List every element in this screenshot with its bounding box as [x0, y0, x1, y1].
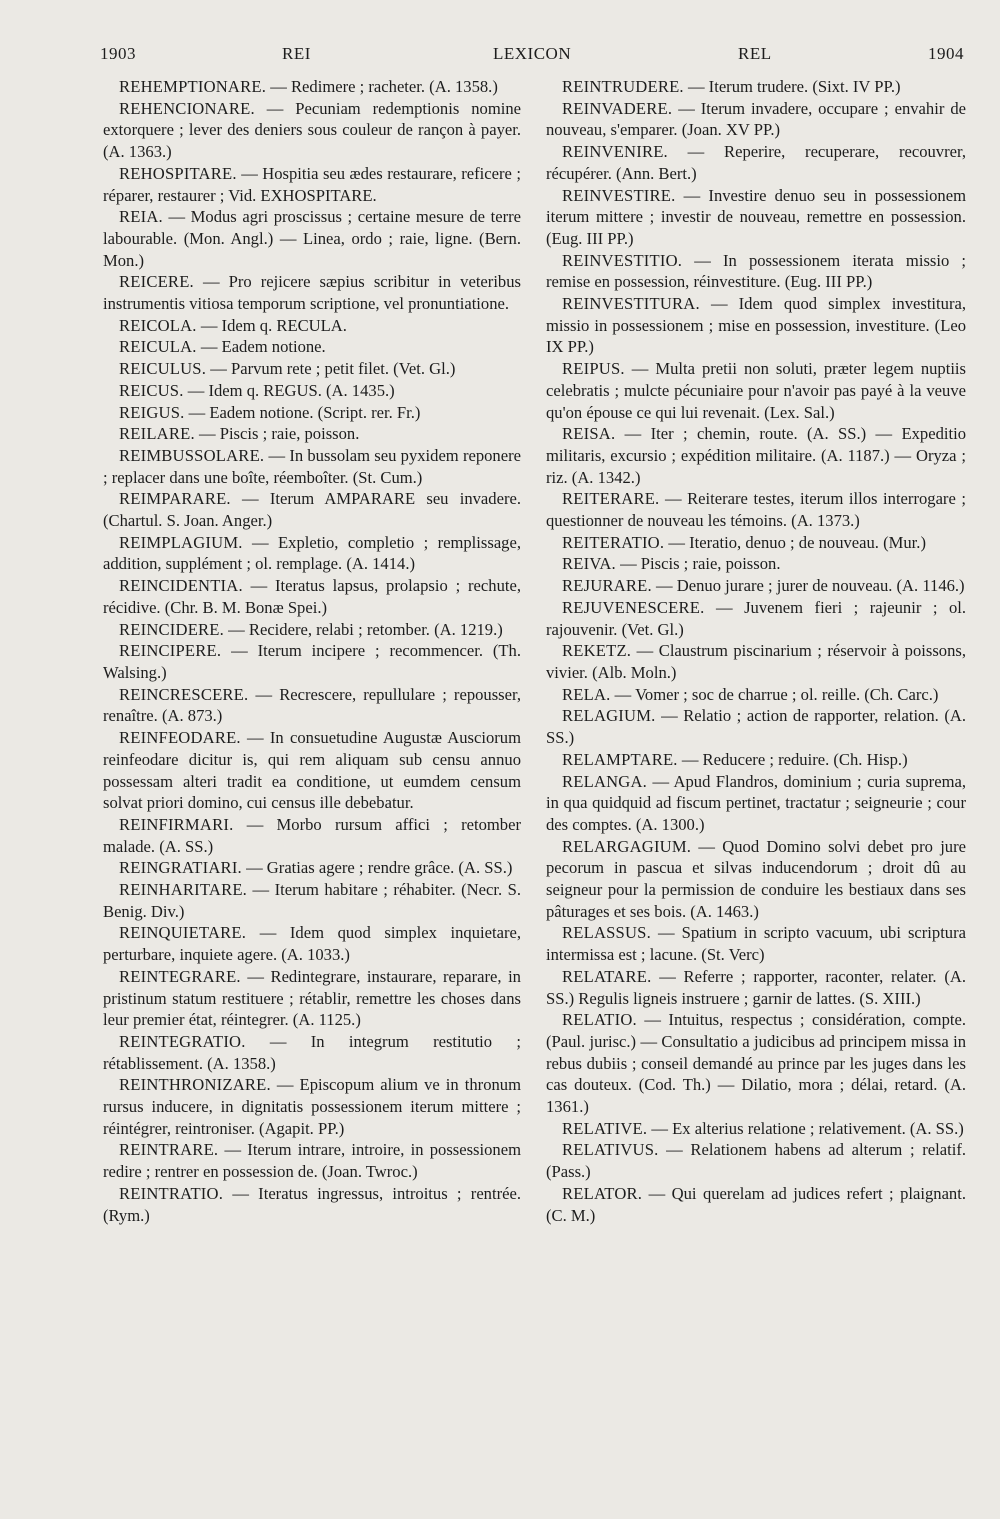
entry-definition: — Recrescere, repullulare ; repousser, renaître. (A. 873.) [103, 684, 522, 726]
entry-headword: REITERATIO. [562, 532, 665, 552]
entry-definition: — Redintegrare, instaurare, reparare, in pristinum statum restituere ; rétablir, remettre les choses dans leur premier état, réintegrer. (A. 1125.) [103, 966, 521, 1030]
dictionary-entry [546, 922, 966, 965]
entry-definition: — Eadem notione. (Script. rer. Fr.) [188, 402, 421, 422]
dictionary-entry [103, 727, 521, 814]
entry-headword: REINFEODARE. [119, 728, 241, 748]
dictionary-entry [103, 1139, 521, 1182]
entry-headword: RELATIVE. [562, 1118, 648, 1138]
entry-headword: RELATIVUS. [562, 1140, 659, 1160]
entry-definition: — Gratias agere ; rendre grâce. (A. SS.) [246, 858, 513, 878]
dictionary-entry [103, 445, 521, 488]
entry-headword: REINVENIRE. [562, 142, 668, 162]
entry-headword: RELAMPTARE. [562, 749, 678, 769]
entry-headword: REHENCIONARE. [119, 98, 255, 118]
entry-headword: RELA. [562, 684, 611, 704]
dictionary-entry [103, 1183, 521, 1226]
entry-headword: RELARGAGIUM. [562, 836, 692, 856]
dictionary-entry [546, 1139, 966, 1182]
entry-definition: — Juvenem fieri ; rajeunir ; ol. rajouvenir. (Vet. Gl.) [546, 597, 966, 639]
entry-headword: REINVADERE. [562, 98, 673, 118]
entry-headword: REJURARE. [562, 576, 652, 596]
dictionary-entry [103, 575, 521, 618]
entry-headword: REHOSPITARE. [119, 163, 237, 183]
dictionary-entry [546, 1183, 966, 1226]
entry-headword: REINFIRMARI. [119, 814, 234, 834]
lexicon-title: LEXICON [493, 44, 572, 63]
entry-headword: REIA. [119, 207, 163, 227]
entry-headword: REICULUS. [119, 359, 207, 379]
entry-headword: REIMPLAGIUM. [119, 532, 243, 552]
entry-definition: — Morbo rursum affici ; retomber malade. (A. SS.) [103, 814, 521, 856]
entry-definition: — Modus agri proscissus ; certaine mesure de terre labourable. (Mon. Angl.) — Linea, ordo ; raie, ligne. (Bern. Mon.) [103, 207, 521, 270]
dictionary-entry [546, 575, 966, 597]
entry-definition: — Iteratus lapsus, prolapsio ; rechute, récidive. (Chr. B. M. Bonæ Spei.) [103, 576, 521, 617]
dictionary-entry [546, 771, 966, 836]
entry-headword: REHEMPTIONARE. [119, 77, 267, 96]
dictionary-entry [546, 597, 966, 640]
entry-definition: — Idem q. RECULA. [200, 315, 347, 335]
dictionary-entry [103, 684, 521, 727]
dictionary-entry [546, 76, 966, 98]
entry-definition: — Idem quod simplex investitura, missio in possessionem ; mise en possession, investiture. (Leo IX PP.) [546, 294, 966, 357]
entry-headword: RELATIO. [562, 1010, 637, 1030]
entry-headword: REINQUIETARE. [119, 923, 247, 943]
dictionary-entry [103, 488, 521, 531]
entry-definition: — Eadem notione. [200, 337, 326, 357]
entry-definition: — Iterum intrare, introire, in possessionem redire ; rentrer en possession de. (Joan. Twroc.) [103, 1140, 521, 1182]
entry-definition: — Reducere ; reduire. (Ch. Hisp.) [681, 749, 908, 769]
dictionary-entry [103, 640, 521, 683]
dictionary-entry [546, 1118, 966, 1140]
dictionary-entry [546, 532, 966, 554]
dictionary-entry [546, 1009, 966, 1118]
dictionary-entry [546, 98, 966, 141]
dictionary-entry [546, 553, 966, 575]
entry-definition: — Reperire, recuperare, recouvrer, récupérer. (Ann. Bert.) [546, 142, 966, 183]
entry-headword: REIPUS. [562, 359, 625, 379]
entry-definition: — Episcopum alium ve in thronum rursus inducere, in dignitatis possessionem iterum mittere ; réintégrer, reintroniser. (Agapit. PP.) [103, 1075, 521, 1138]
entry-headword: REISA. [562, 424, 616, 444]
dictionary-entry [103, 76, 521, 98]
entry-definition: — Idem quod simplex inquietare, perturbare, inquiete agere. (A. 1033.) [103, 923, 521, 965]
entry-definition: — Iterum incipere ; recommencer. (Th. Walsing.) [103, 641, 521, 682]
entry-headword: RELANGA. [562, 771, 648, 791]
dictionary-entry [103, 358, 521, 380]
dictionary-entry [103, 315, 521, 337]
entry-headword: REINTRARE. [119, 1140, 219, 1160]
entry-definition: — Vomer ; soc de charrue ; ol. reille. (Ch. Carc.) [614, 684, 939, 704]
right-guide-word: REL [738, 44, 772, 63]
dictionary-entry [103, 532, 521, 575]
entry-definition: — Iterum invadere, occupare ; envahir de nouveau, s'emparer. (Joan. XV PP.) [546, 98, 966, 140]
entry-headword: REINCIDENTIA. [119, 576, 243, 596]
entry-definition: — In consuetudine Augustæ Ausciorum reinfeodare dicitur is, qui rem aliquam sub censu annuo possessam alteri tradit ea conditione, ut eumdem censum solvat priori domino, cui census ille debebatur. [103, 728, 521, 813]
dictionary-entry [103, 271, 521, 314]
entry-definition: — In bussolam seu pyxidem reponere ; replacer dans une boîte, réemboîter. (St. Cum.) [103, 445, 521, 487]
entry-definition: — In possessionem iterata missio ; remise en possession, réinvestiture. (Eug. III PP.) [546, 250, 967, 292]
dictionary-entry [546, 966, 966, 1009]
entry-definition: — Reiterare testes, iterum illos interrogare ; questionner de nouveau les témoins. (A. 1373.) [546, 489, 966, 531]
dictionary-entry [103, 857, 521, 879]
entry-headword: REINCRESCERE. [119, 684, 249, 704]
entry-headword: REINCIDERE. [119, 619, 224, 639]
running-header [100, 44, 964, 70]
dictionary-entry [546, 423, 966, 488]
entry-definition: — Iteratus ingressus, introitus ; rentrée. (Rym.) [103, 1183, 521, 1225]
entry-definition: — Idem q. REGUS. (A. 1435.) [187, 380, 395, 400]
entry-headword: REINVESTITURA. [562, 294, 700, 314]
dictionary-entry [103, 966, 521, 1031]
dictionary-entry [103, 98, 521, 163]
entry-headword: REINTEGRATIO. [119, 1031, 246, 1051]
dictionary-entry [103, 922, 521, 965]
dictionary-entry [103, 380, 521, 402]
entry-definition: — Multa pretii non soluti, præter legem nuptiis celebratis ; mulcte pécuniaire pour n'avoir pas payé à la veuve qu'on épouse ce qui lui revenait. (Lex. Sal.) [546, 359, 966, 422]
dictionary-entry [103, 1031, 521, 1074]
dictionary-entry [546, 488, 966, 531]
dictionary-entry [103, 1074, 521, 1139]
left-column [103, 76, 521, 1226]
entry-definition: — Claustrum piscinarium ; réservoir à poissons, vivier. (Alb. Moln.) [546, 641, 966, 682]
entry-headword: REINVESTITIO. [562, 250, 683, 270]
dictionary-entry [103, 423, 521, 445]
entry-definition: — Parvum rete ; petit filet. (Vet. Gl.) [210, 359, 456, 379]
entry-definition: — Relatio ; action de rapporter, relation. (A. SS.) [546, 706, 966, 748]
entry-headword: REICERE. [119, 272, 194, 292]
entry-definition: — Iter ; chemin, route. (A. SS.) — Expeditio militaris, excursio ; expédition militaire. (A. 1187.) — Oryza ; riz. (A. 1342.) [546, 424, 966, 487]
entry-definition: — In integrum restitutio ; rétablissement. (A. 1358.) [103, 1031, 521, 1073]
entry-definition: — Iteratio, denuo ; de nouveau. (Mur.) [668, 532, 926, 552]
dictionary-entry [103, 402, 521, 424]
entry-definition: — Denuo jurare ; jurer de nouveau. (A. 1146.) [656, 576, 965, 596]
entry-headword: REIMPARARE. [119, 489, 231, 509]
entry-definition: — Pro rejicere sæpius scribitur in veteribus instrumentis vitiosa temporum scriptione, vel pronuntiatione. [103, 272, 521, 314]
entry-definition: — Redimere ; racheter. (A. 1358.) [270, 77, 498, 96]
entry-definition: — Relationem habens ad alterum ; relatif. (Pass.) [546, 1140, 966, 1182]
entry-headword: REIGUS. [119, 402, 185, 422]
entry-headword: REINHARITARE. [119, 880, 248, 900]
entry-definition: — Investire denuo seu in possessionem iterum mittere ; investir de nouveau, remettre en possession. (Eug. III PP.) [546, 185, 966, 248]
entry-headword: RELATARE. [562, 966, 652, 986]
dictionary-entry [546, 640, 966, 683]
dictionary-entry [103, 206, 521, 271]
entry-headword: REKETZ. [562, 641, 632, 661]
right-column [546, 76, 966, 1226]
entry-headword: REINVESTIRE. [562, 185, 676, 205]
entry-definition: — Intuitus, respectus ; considération, compte. (Paul. jurisc.) — Consultatio a judicibus ad principem missa in rebus dubiis ; conseil demandé au prince par les juges dans les cas douteux. (Cod. Th.) — Dilatio, mora ; délai, retard. (A. 1361.) [546, 1010, 966, 1117]
entry-headword: REIVA. [562, 554, 616, 574]
entry-definition: — Recidere, relabi ; retomber. (A. 1219.) [228, 619, 503, 639]
entry-headword: REITERARE. [562, 489, 660, 509]
entry-definition: — Ex alterius relatione ; relativement. (A. SS.) [651, 1118, 964, 1138]
entry-headword: REILARE. [119, 424, 195, 444]
entry-definition: — Piscis ; raie, poisson. [620, 554, 781, 574]
dictionary-entry [546, 684, 966, 706]
entry-definition: — Pecuniam redemptionis nomine extorquere ; lever des deniers sous couleur de rançon à payer. (A. 1363.) [103, 98, 521, 162]
left-page-number: 1903 [100, 44, 136, 63]
dictionary-entry [546, 705, 966, 748]
entry-headword: REICULA. [119, 337, 197, 357]
entry-definition: — Iterum trudere. (Sixt. IV PP.) [687, 77, 901, 96]
dictionary-entry [103, 336, 521, 358]
entry-definition: — Iterum AMPARARE seu invadere. (Chartul. S. Joan. Anger.) [103, 489, 521, 531]
entry-headword: REICUS. [119, 380, 184, 400]
entry-headword: REJUVENESCERE. [562, 597, 705, 617]
entry-headword: REINTEGRARE. [119, 966, 241, 986]
entry-definition: — Expletio, completio ; remplissage, addition, supplément ; ol. remplage. (A. 1414.) [103, 532, 521, 574]
left-guide-word: REI [282, 44, 311, 63]
entry-headword: REINTRUDERE. [562, 77, 684, 96]
entry-headword: REINGRATIARI. [119, 858, 242, 878]
dictionary-entry [546, 141, 966, 184]
entry-definition: — Piscis ; raie, poisson. [198, 424, 360, 444]
entry-definition: — Apud Flandros, dominium ; curia suprema, in qua quidquid ad fiscum pertinet, tractatur ; seigneurie ; cour des comptes. (A. 1300.) [546, 771, 966, 834]
dictionary-entry [546, 293, 966, 358]
dictionary-entry [103, 163, 521, 206]
entry-headword: REINCIPERE. [119, 641, 222, 661]
dictionary-entry [546, 836, 966, 923]
dictionary-entry [103, 814, 521, 857]
dictionary-entry [103, 619, 521, 641]
dictionary-entry [546, 185, 966, 250]
dictionary-entry [546, 749, 966, 771]
entry-headword: RELASSUS. [562, 923, 651, 943]
entry-definition: — Hospitia seu ædes restaurare, reficere ; réparer, restaurer ; Vid. EXHOSPITARE. [103, 163, 521, 205]
entry-definition: — Referre ; rapporter, raconter, relater. (A. SS.) Regulis ligneis instruere ; garnir de lattes. (S. XIII.) [546, 966, 966, 1008]
right-page-number: 1904 [928, 44, 964, 63]
entry-headword: RELAGIUM. [562, 706, 656, 726]
dictionary-entry [103, 879, 521, 922]
entry-headword: RELATOR. [562, 1183, 643, 1203]
entry-headword: REINTHRONIZARE. [119, 1075, 271, 1095]
entry-headword: REICOLA. [119, 315, 197, 335]
dictionary-entry [546, 358, 966, 423]
entry-headword: REINTRATIO. [119, 1183, 224, 1203]
dictionary-entry [546, 250, 966, 293]
entry-definition: — Qui querelam ad judices refert ; plaignant. (C. M.) [546, 1183, 966, 1225]
entry-definition: — Quod Domino solvi debet pro jure pecorum in pascua et silvas inducendorum ; droit dû au seigneur pour la permission de conduire les bestiaux dans ses pâturages et ses bois. (A. 1463.) [546, 836, 966, 921]
entry-headword: REIMBUSSOLARE. [119, 445, 265, 465]
entry-definition: — Iterum habitare ; réhabiter. (Necr. S. Benig. Div.) [103, 880, 521, 921]
entry-definition: — Spatium in scripto vacuum, ubi scriptura intermissa est ; lacune. (St. Verc) [546, 923, 966, 965]
